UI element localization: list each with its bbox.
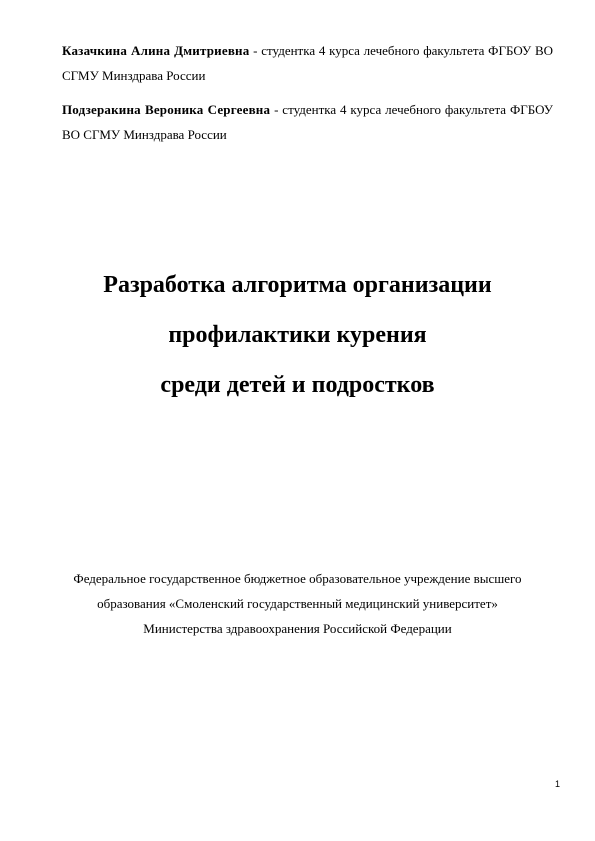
- institution-line-2: образования «Смоленский государственный медицинский университет»: [97, 596, 498, 611]
- author-role: студентка 4 курса лечебного факультета ФГБОУ ВО СГМУ Минздрава России: [62, 102, 553, 142]
- title-line-2: профилактики курения: [168, 322, 427, 348]
- author-name: Подзеракина Вероника Сергеевна: [62, 102, 271, 117]
- institution-block: [40, 566, 555, 641]
- author-info-1: [62, 38, 553, 88]
- author-info-2: [62, 97, 553, 147]
- title-line-3: среди детей и подростков: [160, 372, 435, 398]
- author-separator: -: [270, 102, 283, 117]
- title-line-1: Разработка алгоритма организации: [103, 272, 492, 298]
- author-separator: -: [249, 43, 262, 58]
- document-title: [40, 266, 555, 416]
- author-name: Казачкина Алина Дмитриевна: [62, 43, 250, 58]
- page-number: 1: [554, 779, 560, 789]
- institution-line-1: Федеральное государственное бюджетное образовательное учреждение высшего: [73, 571, 522, 586]
- author-role: студентка 4 курса лечебного факультета ФГБОУ ВО СГМУ Минздрава России: [62, 43, 553, 83]
- institution-line-3: Министерства здравоохранения Российской Федерации: [143, 621, 452, 636]
